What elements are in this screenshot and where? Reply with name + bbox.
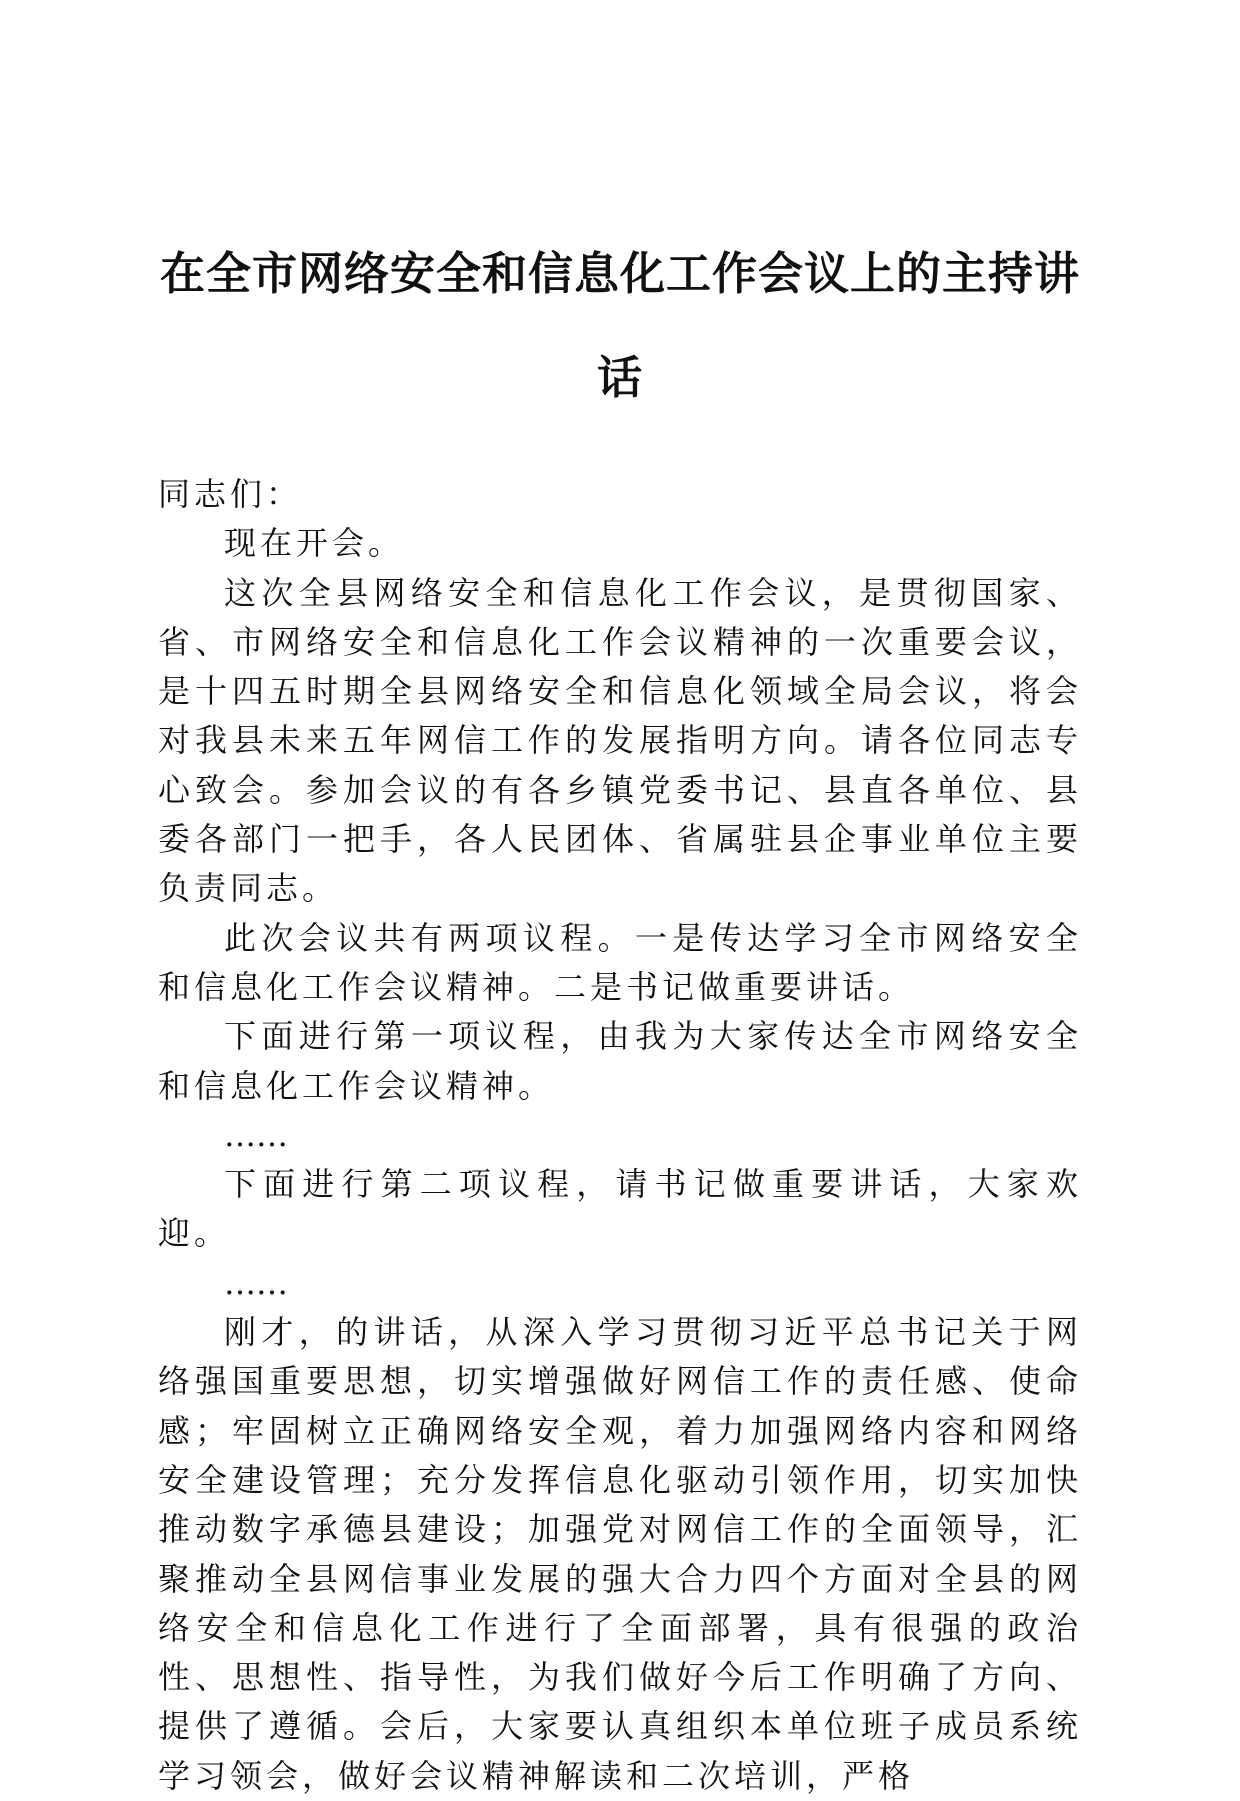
document-title: 在全市网络安全和信息化工作会议上的主持讲话 — [159, 247, 1080, 404]
paragraph-agenda-item-2: 下面进行第二项议程，请书记做重要讲话，大家欢迎。 — [158, 1165, 1082, 1253]
paragraph-agenda: 此次会议共有两项议程。一是传达学习全市网络安全和信息化工作会议精神。二是书记做重要讲话。 — [158, 918, 1082, 1006]
ellipsis-2: …… — [224, 1263, 288, 1302]
paragraph-meeting-intro: 这次全县网络安全和信息化工作会议，是贯彻国家、省、市网络安全和信息化工作会议精神的一次重要会议，是十四五时期全县网络安全和信息化领域全局会议，将会对我县未来五年网信工作的发展指明方向。请各位同志专心致会。参加会议的有各乡镇党委书记、县直各单位、县委各部门一把手，各人民团体、省属驻县企事业单位主要负责同志。 — [158, 573, 1082, 908]
ellipsis-1: …… — [224, 1115, 288, 1154]
document-body — [158, 470, 1082, 1801]
paragraph-summary: 刚才，的讲话，从深入学习贯彻习近平总书记关于网络强国重要思想，切实增强做好网信工作的责任感、使命感；牢固树立正确网络安全观，着力加强网络内容和网络安全建设管理；充分发挥信息化驱动引领作用，切实加快推动数字承德县建设；加强党对网信工作的全面领导，汇聚推动全县网信事业发展的强大合力四个方面对全县的网络安全和信息化工作进行了全面部署，具有很强的政治性、思想性、指导性，为我们做好今后工作明确了方向、提供了遵循。会后，大家要认真组织本单位班子成员系统学习领会，做好会议精神解读和二次培训，严格 — [158, 1313, 1082, 1795]
salutation: 同志们： — [158, 475, 303, 513]
paragraph-opening: 现在开会。 — [224, 524, 405, 563]
paragraph-agenda-item-1: 下面进行第一项议程，由我为大家传达全市网络安全和信息化工作会议精神。 — [158, 1017, 1082, 1105]
